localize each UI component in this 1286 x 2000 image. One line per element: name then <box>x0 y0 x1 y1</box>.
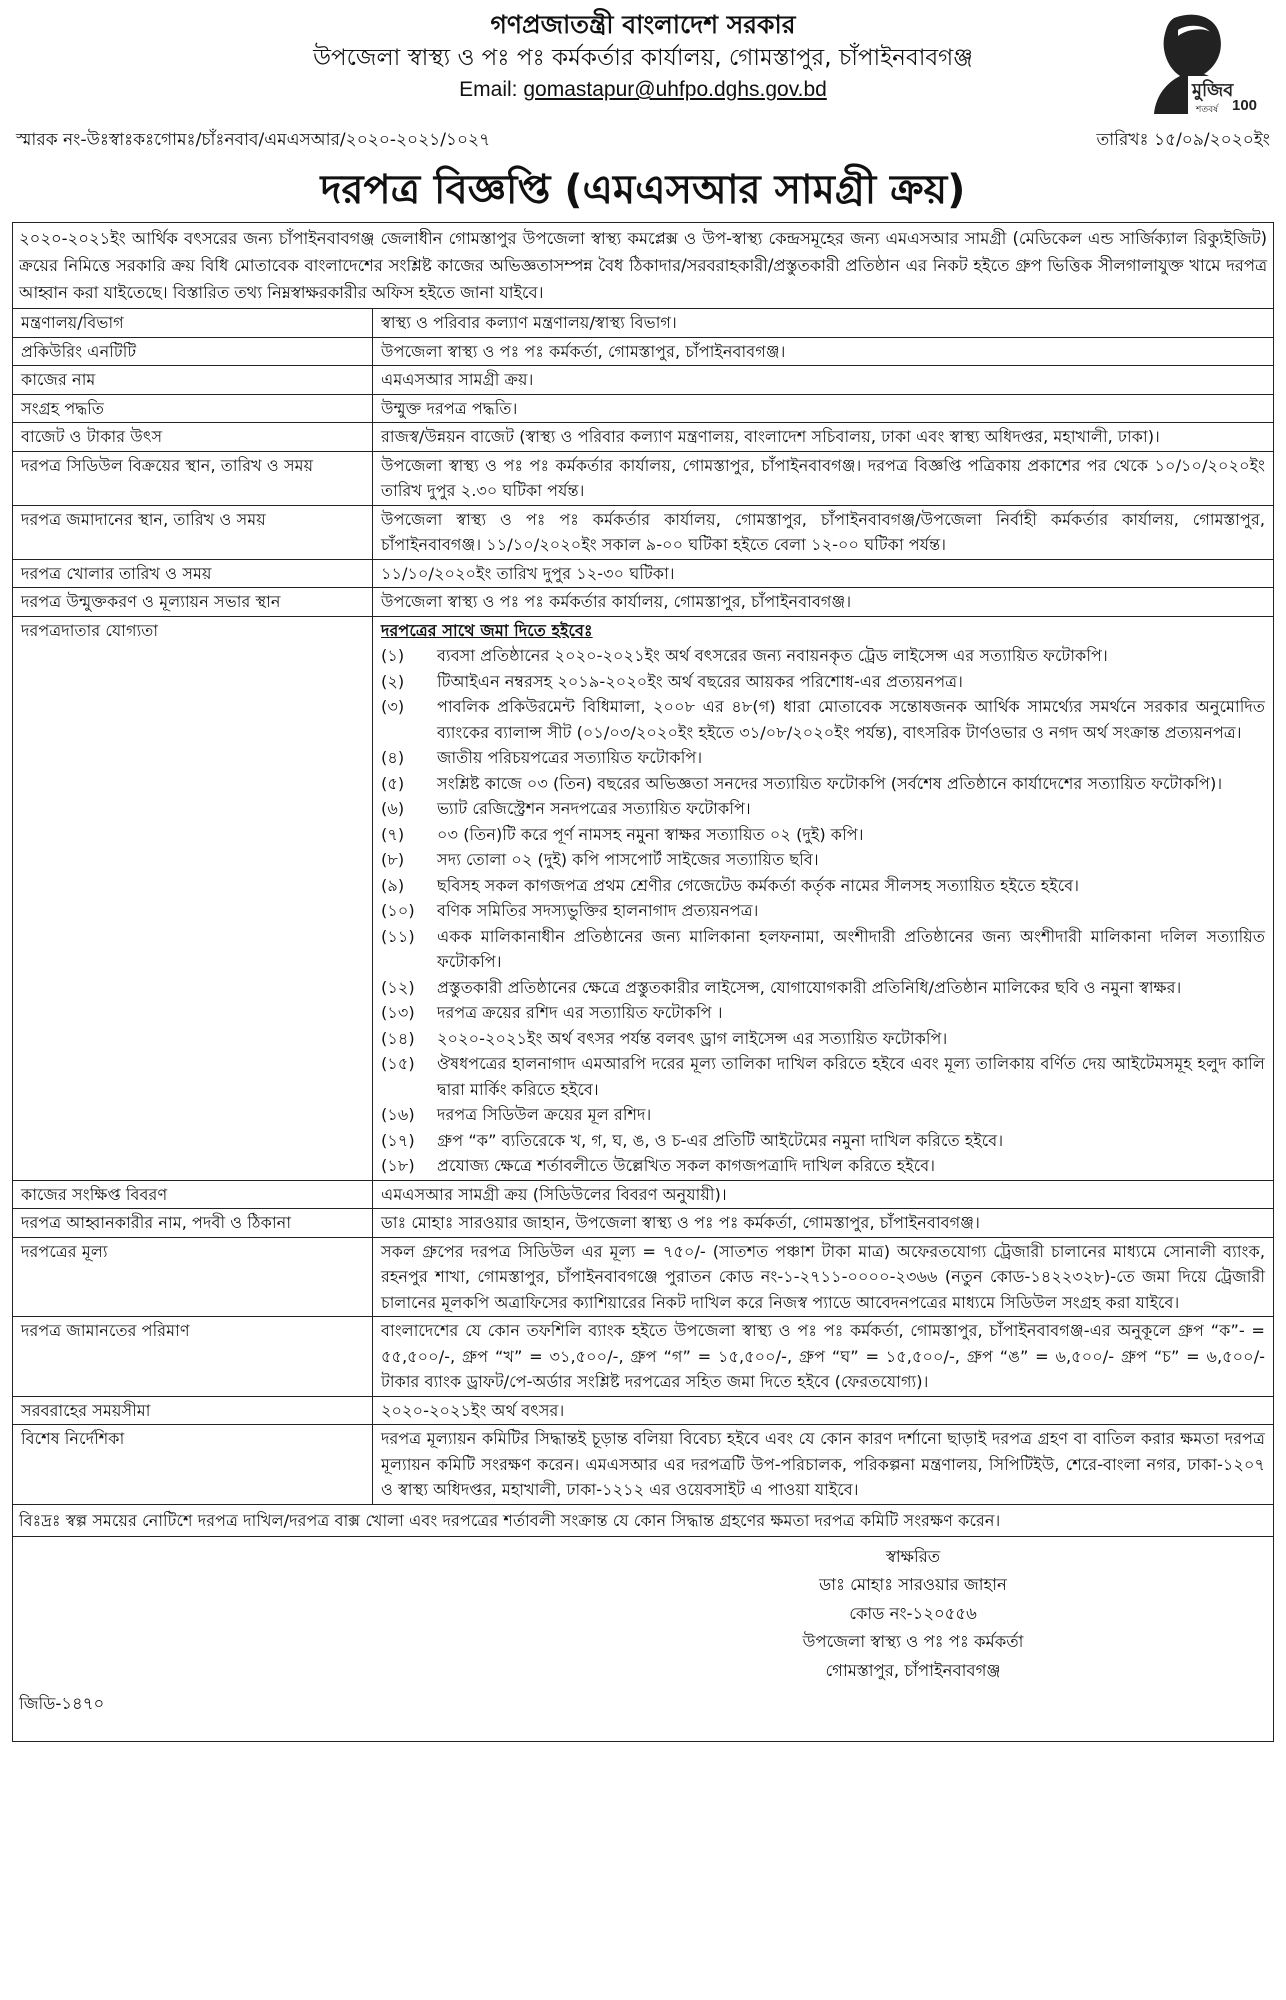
footnote: বিঃদ্রঃ স্বল্প সময়ের নোটিশে দরপত্র দাখিল/দরপত্র বাক্স খোলা এবং দরপত্রের শর্তাবলী সংক্রান্ত যে কোন সিদ্ধান্ত গ্রহণের ক্ষমতা দরপত্র কমিটি সংরক্ষণ করেন। <box>12 1505 1274 1537</box>
row-value: উপজেলা স্বাস্থ্য ও পঃ পঃ কর্মকর্তার কার্যালয়, গোমস্তাপুর, চাঁপাইনবাবগঞ্জ/উপজেলা নির্বাহী কর্মকর্তার কার্যালয়, গোমস্তাপুর, চাঁপাইনবাবগঞ্জ। ১১/১০/২০২০ইং সকাল ৯-০০ ঘটিকা হইতে বেলা ১২-০০ ঘটিকা পর্যন্ত। <box>373 505 1274 559</box>
table-row-eligibility <box>13 616 1274 1180</box>
eligibility-item-text: জাতীয় পরিচয়পত্রের সত্যায়িত ফটোকপি। <box>437 748 703 767</box>
eligibility-item-number: (১৬) <box>381 1105 415 1124</box>
row-label: সরবরাহের সময়সীমা <box>13 1396 373 1425</box>
row-label: দরপত্রদাতার যোগ্যতা <box>13 616 373 1180</box>
eligibility-item <box>381 1051 1265 1102</box>
eligibility-item-number: (১৪) <box>381 1028 415 1048</box>
eligibility-item <box>381 771 1265 797</box>
table-row <box>13 423 1274 452</box>
eligibility-item-text: ০৩ (তিন)টি করে পূর্ণ নামসহ নমুনা স্বাক্ষর সত্যায়িত ০২ (দুই) কপি। <box>437 824 864 844</box>
eligibility-item-number: (১৫) <box>381 1054 415 1073</box>
eligibility-item <box>381 847 1265 873</box>
email-label: Email: <box>459 78 518 101</box>
eligibility-item-text: গ্রুপ “ক” ব্যতিরেকে খ, গ, ঘ, ঙ, ও চ-এর প্রতিটি আইটেমের নমুনা দাখিল করিতে হইবে। <box>437 1130 1004 1150</box>
eligibility-list <box>381 643 1265 1179</box>
eligibility-item-number: (১) <box>381 646 405 665</box>
eligibility-item <box>381 745 1265 771</box>
notice-title: দরপত্র বিজ্ঞপ্তি (এমএসআর সামগ্রী ক্রয়) <box>320 167 966 213</box>
eligibility-item <box>381 1102 1265 1128</box>
table-row <box>13 1209 1274 1238</box>
eligibility-item <box>381 643 1265 669</box>
eligibility-item-text: পাবলিক প্রকিউরমেন্ট বিধিমালা, ২০০৮ এর ৪৮(গ) ধারা মোতাবেক সন্তোষজনক আর্থিক সামর্থ্যের সমর্থনে সরকার অনুমোদিত ব্যাংকের ব্যালান্স সীট (০১/০৩/২০২০ইং হইতে ৩১/০৮/২০২০ইং পর্যন্ত), বাৎসরিক টার্ণওভার ও নগদ অর্থ সংক্রান্ত প্রত্যয়নপত্র। <box>437 697 1265 742</box>
eligibility-item <box>381 796 1265 822</box>
memo-row <box>12 126 1274 156</box>
row-label: বিশেষ নির্দেশিকা <box>13 1425 373 1505</box>
table-row <box>13 337 1274 366</box>
table-row <box>13 505 1274 559</box>
row-value: উপজেলা স্বাস্থ্য ও পঃ পঃ কর্মকর্তার কার্যালয়, গোমস্তাপুর, চাঁপাইনবাবগঞ্জ। <box>373 588 1274 617</box>
gd-number: জিডি-১৪৭০ <box>19 1693 105 1713</box>
row-value: এমএসআর সামগ্রী ক্রয়। <box>373 366 1274 395</box>
government-title: গণপ্রজাতন্ত্রী বাংলাদেশ সরকার <box>490 10 796 39</box>
eligibility-item-text: প্রস্তুতকারী প্রতিষ্ঠানের ক্ষেত্রে প্রস্তুতকারীর লাইসেন্স, যোগাযোগকারী প্রতিনিধি/প্রতিষ্ঠান মালিকের ছবি ও নমুনা স্বাক্ষর। <box>437 977 1182 997</box>
row-value: উপজেলা স্বাস্থ্য ও পঃ পঃ কর্মকর্তা, গোমস্তাপুর, চাঁপাইনবাবগঞ্জ। <box>373 337 1274 366</box>
row-label: বাজেট ও টাকার উৎস <box>13 423 373 452</box>
row-value: ২০২০-২০২১ইং অর্থ বৎসর। <box>373 1396 1274 1425</box>
eligibility-item-number: (১৩) <box>381 1003 415 1022</box>
table-row <box>13 1317 1274 1397</box>
eligibility-item-number: (২) <box>381 671 405 691</box>
row-value: দরপত্র মূল্যায়ন কমিটির সিদ্ধান্তই চূড়ান্ত বলিয়া বিবেচ্য হইবে এবং যে কোন কারণ দর্শানো ছাড়াই দরপত্র গ্রহণ বা বাতিল করার ক্ষমতা দরপত্র মূল্যায়ন কমিটি সংরক্ষণ করেন। এমএসআর এর দরপত্রটি উপ-পরিচালক, পরিকল্পনা মন্ত্রণালয়, সিপিটিইউ, শেরে-বাংলা নগর, ঢাকা-১২০৭ ও স্বাস্থ্য অধিদপ্তর, মহাখালী, ঢাকা-১২১২ এর ওয়েবসাইট এ পাওয়া যাইবে। <box>373 1425 1274 1505</box>
logo-subtext: শতবর্ষ <box>1196 105 1219 115</box>
row-label: দরপত্র জমাদানের স্থান, তারিখ ও সময় <box>13 505 373 559</box>
eligibility-item-text: টিআইএন নম্বরসহ ২০১৯-২০২০ইং অর্থ বছরের আয়কর পরিশোধ-এর প্রত্যয়নপত্র। <box>437 671 963 691</box>
table-row <box>13 1396 1274 1425</box>
eligibility-item <box>381 669 1265 695</box>
eligibility-item-number: (১১) <box>381 926 415 946</box>
eligibility-item-number: (৪) <box>381 748 405 767</box>
eligibility-item <box>381 873 1265 899</box>
eligibility-item-number: (৩) <box>381 697 405 716</box>
eligibility-item-text: সংশ্লিষ্ট কাজে ০৩ (তিন) বছরের অভিজ্ঞতা সনদের সত্যায়িত ফটোকপি (সর্বশেষ প্রতিষ্ঠানে কার্যাদেশের সত্যায়িত ফটোকপি)। <box>437 773 1223 793</box>
logo-number: 100 <box>1232 97 1258 114</box>
eligibility-item-text: ভ্যাট রেজিস্ট্রেশন সনদপত্রের সত্যায়িত ফটোকপি। <box>437 799 751 818</box>
email-link[interactable]: gomastapur@uhfpo.dghs.gov.bd <box>523 78 827 101</box>
signatory-designation: উপজেলা স্বাস্থ্য ও পঃ পঃ কর্মকর্তা <box>802 1632 1024 1651</box>
eligibility-item-text: ব্যবসা প্রতিষ্ঠানের ২০২০-২০২১ইং অর্থ বৎসরের জন্য নবায়নকৃত ট্রেড লাইসেন্স এর সত্যায়িত ফটোকপি। <box>437 646 1108 665</box>
row-value: এমএসআর সামগ্রী ক্রয় (সিডিউলের বিবরণ অনুযায়ী)। <box>373 1180 1274 1209</box>
eligibility-item <box>381 1000 1265 1026</box>
row-value: রাজস্ব/উন্নয়ন বাজেট (স্বাস্থ্য ও পরিবার কল্যাণ মন্ত্রণালয়, বাংলাদেশ সচিবালয়, ঢাকা এবং স্বাস্থ্য অধিদপ্তর, মহাখালী, ঢাকা)। <box>373 423 1274 452</box>
row-label: প্রকিউরিং এনটিটি <box>13 337 373 366</box>
eligibility-item-text: প্রযোজ্য ক্ষেত্রে শর্তাবলীতে উল্লেখিত সকল কাগজপত্রাদি দাখিল করিতে হইবে। <box>437 1156 935 1175</box>
table-row <box>13 394 1274 423</box>
row-value: বাংলাদেশের যে কোন তফশিলি ব্যাংক হইতে উপজেলা স্বাস্থ্য ও পঃ পঃ কর্মকর্তা, গোমস্তাপুর, চাঁপাইনবাবগঞ্জ-এর অনুকূলে গ্রুপ “ক”- = ৫৫,৫০০/-, গ্রুপ “খ” = ৩১,৫০০/-, গ্রুপ “গ” = ১৫,৫০০/-, গ্রুপ “ঘ” = ১৫,৫০০/-, গ্রুপ “ঙ” = ৬,৫০০/- গ্রুপ “চ” = ৬,৫০০/- টাকার ব্যাংক ড্রাফট/পে-অর্ডার সংশ্লিষ্ট দরপত্রের সহিত জমা দিতে হইবে (ফেরতযোগ্য)। <box>373 1317 1274 1397</box>
eligibility-cell <box>373 616 1274 1180</box>
eligibility-item-text: দরপত্র সিডিউল ক্রয়ের মূল রশিদ। <box>437 1105 652 1124</box>
table-row <box>13 366 1274 395</box>
logo-text: মুজিব <box>1192 80 1234 101</box>
eligibility-item-number: (৭) <box>381 824 405 844</box>
header <box>12 8 1274 126</box>
table-row <box>13 1180 1274 1209</box>
row-value: ১১/১০/২০২০ইং তারিখ দুপুর ১২-৩০ ঘটিকা। <box>373 559 1274 588</box>
row-label: দরপত্র জামানতের পরিমাণ <box>13 1317 373 1397</box>
eligibility-item-text: বণিক সমিতির সদস্যভুক্তির হালনাগাদ প্রত্যয়নপত্র। <box>437 901 759 920</box>
row-value: উম্মুক্ত দরপত্র পদ্ধতি। <box>373 394 1274 423</box>
eligibility-item-text: ছবিসহ সকল কাগজপত্র প্রথম শ্রেণীর গেজেটেড কর্মকর্তা কর্তৃক নামের সীলসহ সত্যায়িত হইতে হইবে। <box>437 875 1080 895</box>
table-row <box>13 1237 1274 1317</box>
eligibility-item-number: (৯) <box>381 875 405 895</box>
row-value: সকল গ্রুপের দরপত্র সিডিউল এর মূল্য = ৭৫০/- (সাতশত পঞ্চাশ টাকা মাত্র) অফেরতযোগ্য ট্রেজারী চালানের মাধ্যমে সোনালী ব্যাংক, রহনপুর শাখা, গোমস্তাপুর, চাঁপাইনবাবগঞ্জে পুরাতন কোড নং-১-২৭১১-০০০০-২৩৬৬ (নতুন কোড-১৪২২৩২৮)-তে জমা দিয়ে ট্রেজারী চালানের মূলকপি অত্রাফিসের ক্যাশিয়ারের নিকট দাখিল করে নিজস্ব প্যাডে আবেদনপত্রের মাধ্যমে সিডিউল সংগ্রহ করা যাইবে। <box>373 1237 1274 1317</box>
eligibility-item-number: (৬) <box>381 799 405 818</box>
signatory-code: কোড নং-১২০৫৫৬ <box>849 1603 977 1623</box>
eligibility-item-number: (৫) <box>381 773 405 793</box>
table-row <box>13 588 1274 617</box>
eligibility-item-number: (৮) <box>381 850 405 869</box>
mujib-100-logo <box>1134 10 1264 120</box>
eligibility-item-text: দরপত্র ক্রয়ের রশিদ এর সত্যায়িত ফটোকপি । <box>437 1003 723 1022</box>
table-row <box>13 559 1274 588</box>
signed-label: স্বাক্ষরিত <box>885 1546 941 1566</box>
signature-area <box>12 1537 1274 1742</box>
row-label: দরপত্র সিডিউল বিক্রয়ের স্থান, তারিখ ও সময় <box>13 451 373 505</box>
row-label: দরপত্রের মূল্য <box>13 1237 373 1317</box>
email-line <box>12 74 1274 106</box>
signatory-location: গোমস্তাপুর, চাঁপাইনবাবগঞ্জ <box>825 1660 1001 1680</box>
eligibility-item <box>381 898 1265 924</box>
row-label: মন্ত্রণালয়/বিভাগ <box>13 309 373 338</box>
signature-block <box>703 1543 1123 1686</box>
eligibility-item <box>381 1153 1265 1179</box>
signatory-name: ডাঃ মোহাঃ সারওয়ার জাহান <box>819 1575 1007 1594</box>
row-label: সংগ্রহ পদ্ধতি <box>13 394 373 423</box>
tender-info-table <box>12 308 1274 1505</box>
row-label: দরপত্র খোলার তারিখ ও সময় <box>13 559 373 588</box>
eligibility-item-number: (১৭) <box>381 1130 415 1150</box>
eligibility-item <box>381 1026 1265 1052</box>
row-label: দরপত্র উন্মুক্তকরণ ও মূল্যায়ন সভার স্থান <box>13 588 373 617</box>
memo-number: স্মারক নং-উঃস্বাঃকঃগোমঃ/চাঁঃনবাব/এমএসআর/২০২০-২০২১/১০২৭ <box>16 130 491 151</box>
eligibility-item-text: ঔষধপত্রের হালনাগাদ এমআরপি দরের মূল্য তালিকা দাখিল করিতে হইবে এবং মূল্য তালিকায় বর্ণিত দেয় আইটেমসমূহ হলুদ কালি দ্বারা মার্কিং করিতে হইবে। <box>437 1054 1265 1099</box>
eligibility-item <box>381 975 1265 1001</box>
eligibility-item <box>381 924 1265 975</box>
eligibility-item-text: সদ্য তোলা ০২ (দুই) কপি পাসপোর্ট সাইজের সত্যায়িত ছবি। <box>437 850 819 869</box>
eligibility-item <box>381 694 1265 745</box>
eligibility-item-text: ২০২০-২০২১ইং অর্থ বৎসর পর্যন্ত বলবৎ ড্রাগ লাইসেন্স এর সত্যায়িত ফটোকপি। <box>437 1028 948 1048</box>
eligibility-heading: দরপত্রের সাথে জমা দিতে হইবেঃ <box>381 620 593 640</box>
table-row <box>13 309 1274 338</box>
table-row <box>13 1425 1274 1505</box>
row-value: উপজেলা স্বাস্থ্য ও পঃ পঃ কর্মকর্তার কার্যালয়, গোমস্তাপুর, চাঁপাইনবাবগঞ্জ। দরপত্র বিজ্ঞপ্তি পত্রিকায় প্রকাশের পর থেকে ১০/১০/২০২০ইং তারিখ দুপুর ২.৩০ ঘটিকা পর্যন্ত। <box>373 451 1274 505</box>
eligibility-item <box>381 1128 1265 1154</box>
table-row <box>13 451 1274 505</box>
row-value: স্বাস্থ্য ও পরিবার কল্যাণ মন্ত্রণালয়/স্বাস্থ্য বিভাগ। <box>373 309 1274 338</box>
row-label: কাজের নাম <box>13 366 373 395</box>
row-label: কাজের সংক্ষিপ্ত বিবরণ <box>13 1180 373 1209</box>
memo-date: তারিখঃ ১৫/০৯/২০২০ইং <box>1096 130 1270 151</box>
eligibility-item-text: একক মালিকানাধীন প্রতিষ্ঠানের জন্য মালিকানা হলফনামা, অংশীদারী প্রতিষ্ঠানের জন্য অংশীদারী মালিকানা দলিল সত্যায়িত ফটোকপি। <box>437 926 1265 971</box>
eligibility-item-number: (১২) <box>381 977 415 997</box>
eligibility-item-number: (১০) <box>381 901 415 920</box>
eligibility-item-number: (১৮) <box>381 1156 415 1175</box>
row-label: দরপত্র আহ্বানকারীর নাম, পদবী ও ঠিকানা <box>13 1209 373 1238</box>
row-value: ডাঃ মোহাঃ সারওয়ার জাহান, উপজেলা স্বাস্থ্য ও পঃ পঃ কর্মকর্তা, গোমস্তাপুর, চাঁপাইনবাবগঞ্জ। <box>373 1209 1274 1238</box>
office-title: উপজেলা স্বাস্থ্য ও পঃ পঃ কর্মকর্তার কার্যালয়, গোমস্তাপুর, চাঁপাইনবাবগঞ্জ <box>313 45 973 71</box>
eligibility-item <box>381 822 1265 848</box>
intro-paragraph: ২০২০-২০২১ইং আর্থিক বৎসরের জন্য চাঁপাইনবাবগঞ্জ জেলাধীন গোমস্তাপুর উপজেলা স্বাস্থ্য কমপ্লেক্স ও উপ-স্বাস্থ্য কেন্দ্রসমূহের জন্য এমএসআর সামগ্রী (মেডিকেল এন্ড সার্জিক্যাল রিক্যুইজিট) ক্রয়ের নিমিত্তে সরকারি ক্রয় বিধি মোতাবেক বাংলাদেশের সংশ্লিষ্ট কাজের অভিজ্ঞতাসম্পন্ন বৈধ ঠিকাদার/সরবরাহকারী/প্রস্তুতকারী প্রতিষ্ঠান এর নিকট হইতে গ্রুপ ভিত্তিক সীলগালাযুক্ত খামে দরপত্র আহ্বান করা যাইতেছে। বিস্তারিত তথ্য নিম্নস্বাক্ষরকারীর অফিস হইতে জানা যাইবে। <box>12 222 1274 308</box>
